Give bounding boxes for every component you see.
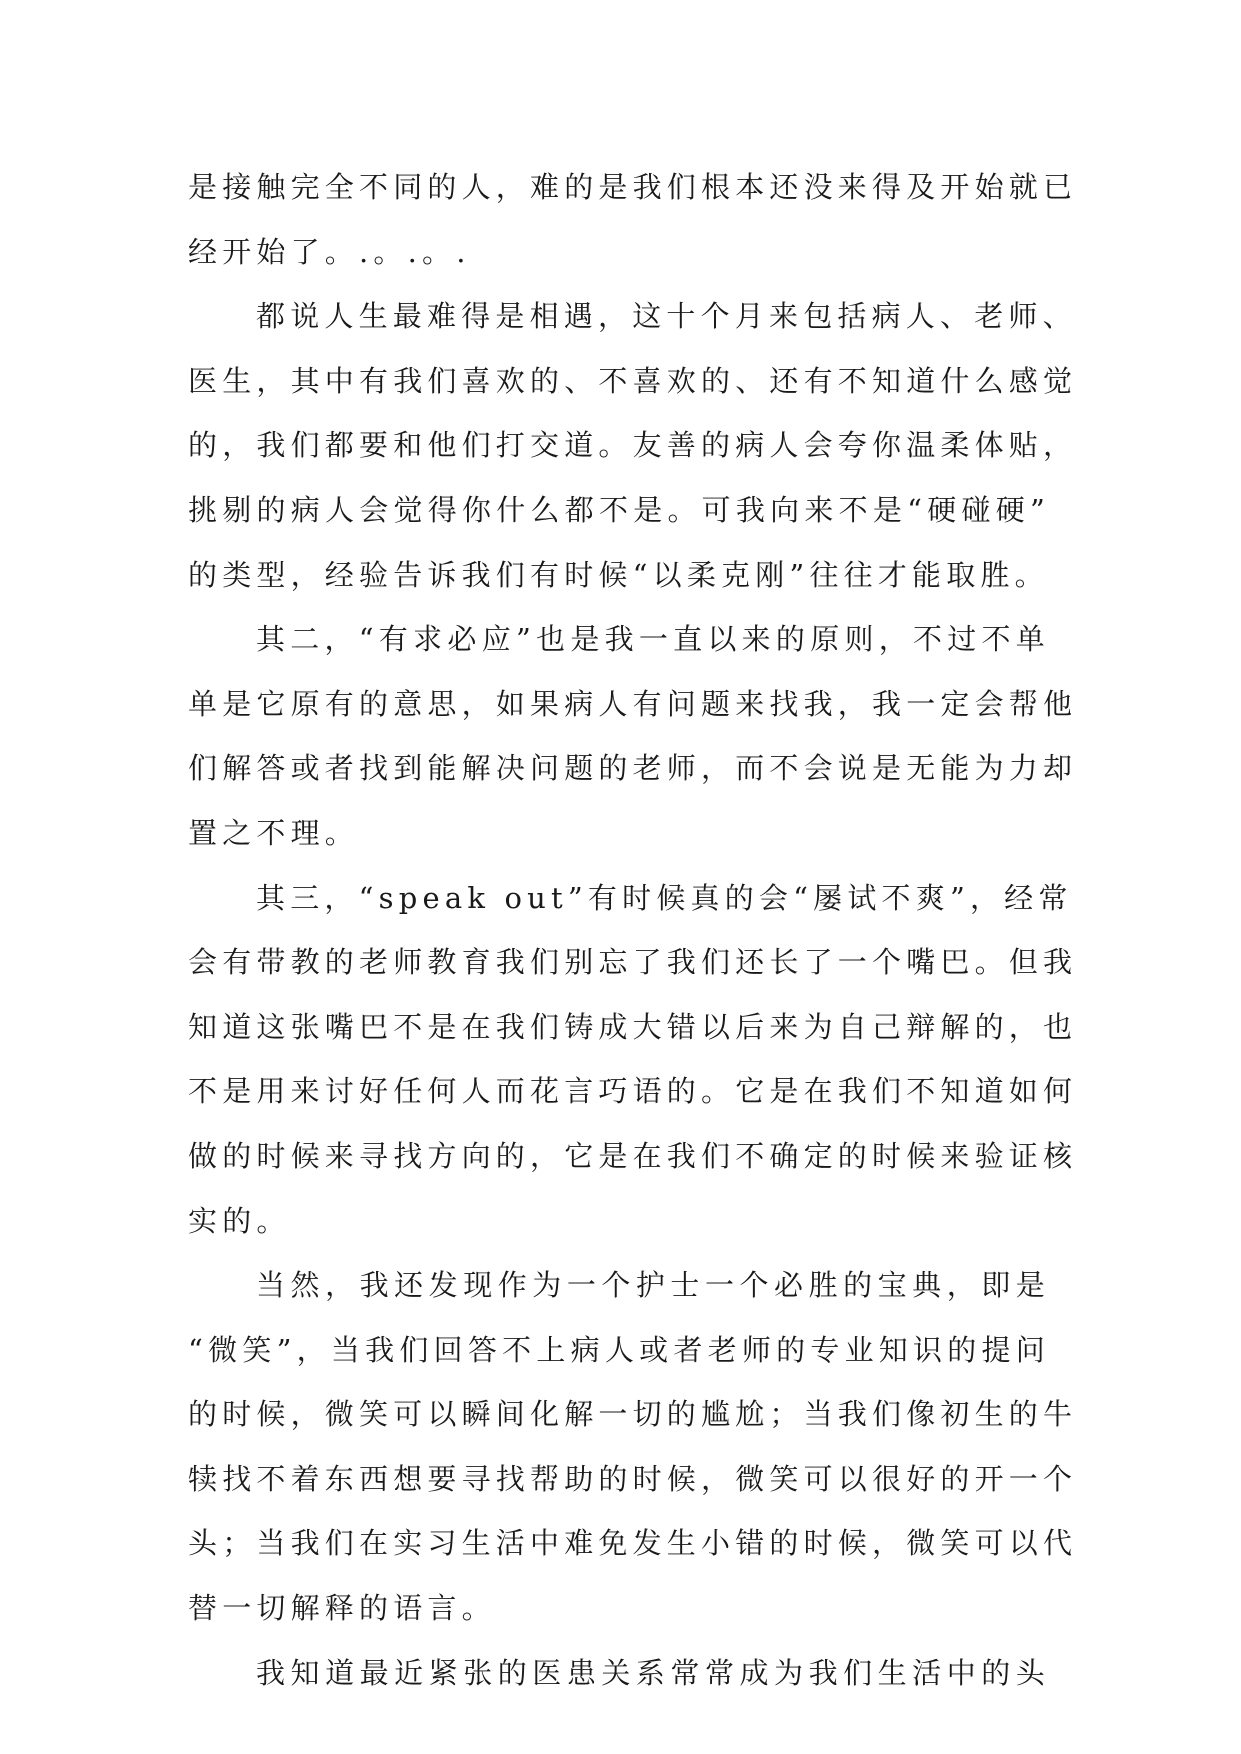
text-line: 置之不理。 <box>188 815 360 850</box>
text-line: 实的。 <box>188 1203 291 1238</box>
text-line: 做的时候来寻找方向的，它是在我们不确定的时候来验证核 <box>188 1138 1078 1173</box>
text-line: 经开始了。.。.。. <box>188 234 471 269</box>
text-line: 医生，其中有我们喜欢的、不喜欢的、还有不知道什么感觉 <box>188 363 1078 398</box>
paragraph-6 <box>188 1641 1050 1706</box>
paragraph-3 <box>188 607 1078 865</box>
text-line: 当然，我还发现作为一个护士一个必胜的宝典，即是 <box>256 1268 1050 1303</box>
text-line: 单是它原有的意思，如果病人有问题来找我，我一定会帮他 <box>188 686 1078 721</box>
text-line: 是接触完全不同的人，难的是我们根本还没来得及开始就已 <box>188 170 1078 204</box>
text-line: 的，我们都要和他们打交道。友善的病人会夸你温柔体贴， <box>188 428 1078 463</box>
text-line: 的时候，微笑可以瞬间化解一切的尴尬；当我们像初生的牛 <box>188 1397 1078 1432</box>
text-line: 会有带教的老师教育我们别忘了我们还长了一个嘴巴。但我 <box>188 945 1078 980</box>
text-line: 的类型，经验告诉我们有时候“以柔克刚”往往才能取胜。 <box>188 557 1049 592</box>
text-line: 替一切解释的语言。 <box>188 1591 496 1626</box>
text-line: 头；当我们在实习生活中难免发生小错的时候，微笑可以代 <box>188 1526 1078 1561</box>
text-line: 挑剔的病人会觉得你什么都不是。可我向来不是“硬碰硬” <box>188 492 1050 527</box>
text-line: 都说人生最难得是相遇，这十个月来包括病人、老师、 <box>256 299 1077 334</box>
text-line: “微笑”，当我们回答不上病人或者老师的专业知识的提问 <box>188 1332 1050 1367</box>
text-line: 知道这张嘴巴不是在我们铸成大错以后来为自己辩解的，也 <box>188 1009 1078 1044</box>
paragraph-1 <box>188 155 1078 284</box>
document-body <box>188 155 1078 1705</box>
text-line: 不是用来讨好任何人而花言巧语的。它是在我们不知道如何 <box>188 1074 1078 1109</box>
text-line: 我知道最近紧张的医患关系常常成为我们生活中的头 <box>256 1655 1050 1690</box>
paragraph-4 <box>188 866 1078 1254</box>
text-line: 其二，“有求必应”也是我一直以来的原则，不过不单 <box>256 622 1050 657</box>
text-line: 其三，“speak out”有时候真的会“屡试不爽”，经常 <box>256 880 1073 915</box>
text-line: 犊找不着东西想要寻找帮助的时候，微笑可以很好的开一个 <box>188 1461 1078 1496</box>
text-line: 们解答或者找到能解决问题的老师，而不会说是无能为力却 <box>188 751 1078 786</box>
paragraph-5 <box>188 1253 1078 1641</box>
paragraph-2 <box>188 284 1078 607</box>
